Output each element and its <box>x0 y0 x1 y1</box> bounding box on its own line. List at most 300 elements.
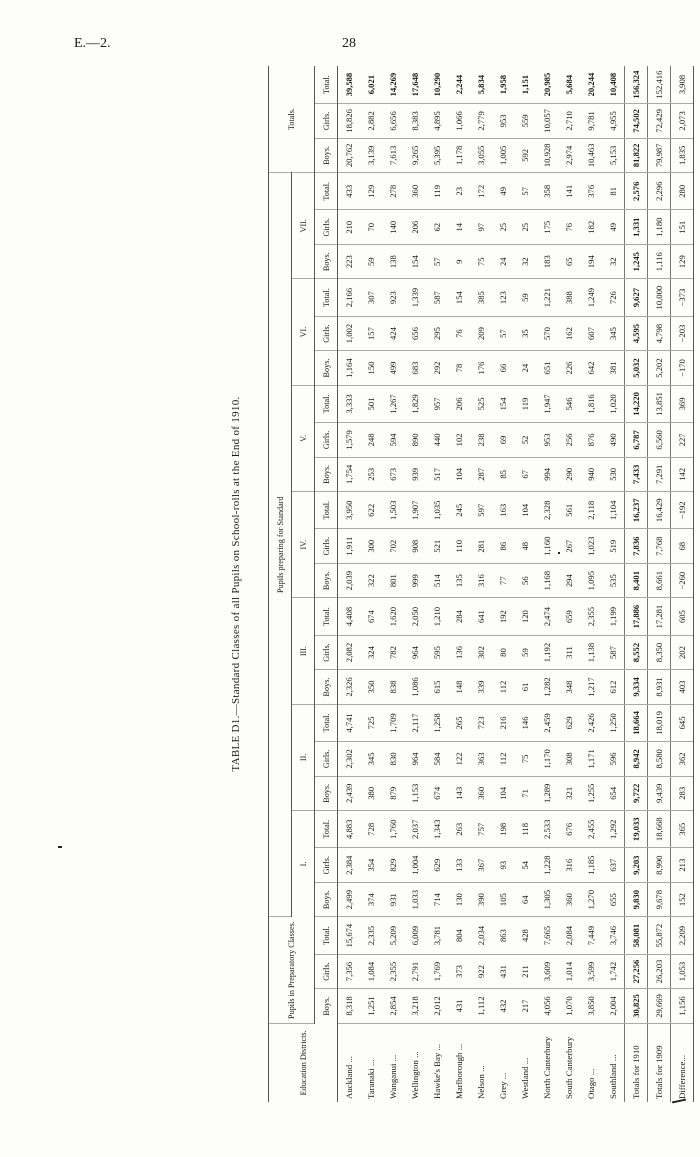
table-cell: 140 <box>382 210 404 244</box>
table-cell: 23 <box>448 173 470 210</box>
district-name: Westland ... <box>520 1057 530 1099</box>
table-cell: −373 <box>671 279 694 316</box>
table-cell: 172 <box>470 173 492 210</box>
table-cell: 6,560 <box>648 423 671 457</box>
table-cell: 385 <box>470 279 492 316</box>
standard-classes-table <box>268 66 694 1102</box>
table-cell: 19,033 <box>625 811 648 848</box>
table-cell: 1,228 <box>536 848 558 882</box>
table-cell: 1,066 <box>448 104 470 138</box>
table-cell: 217 <box>514 989 536 1023</box>
table-cell: 890 <box>404 423 426 457</box>
table-row <box>338 66 361 1102</box>
table-cell: 70 <box>360 210 382 244</box>
table-cell: 5,202 <box>648 351 671 385</box>
table-cell: 683 <box>404 351 426 385</box>
table-cell: 1,251 <box>360 989 382 1023</box>
table-cell: 1,305 <box>536 882 558 916</box>
table-cell: 156,324 <box>625 66 648 104</box>
group-header-standard: V. <box>292 385 315 491</box>
table-cell: 58,081 <box>625 917 648 954</box>
table-cell: 1,503 <box>382 492 404 529</box>
table-cell: 592 <box>514 138 536 172</box>
table-cell: 964 <box>404 742 426 776</box>
table-cell: 1,180 <box>648 210 671 244</box>
table-cell: 76 <box>448 316 470 350</box>
table-cell: 152,416 <box>648 66 671 104</box>
table-cell: 110 <box>448 529 470 563</box>
table-cell: 345 <box>602 316 625 350</box>
table-cell: 1,339 <box>404 279 426 316</box>
totals-label: Difference... <box>671 1023 694 1102</box>
district-name: Wellington ... <box>410 1051 420 1099</box>
table-cell: 923 <box>382 279 404 316</box>
table-cell: 194 <box>580 244 602 278</box>
table-cell: 365 <box>671 811 694 848</box>
sub-header-total: Total. <box>315 811 338 848</box>
table-cell: 360 <box>470 776 492 810</box>
table-cell: 525 <box>470 385 492 422</box>
table-caption: TABLE D1.—Standard Classes of all Pupils on School-rolls at the End of 1910. <box>230 396 242 772</box>
table-cell: 2,328 <box>536 492 558 529</box>
table-cell: 49 <box>602 210 625 244</box>
table-cell: 1,164 <box>338 351 361 385</box>
table-cell: 4,895 <box>426 104 448 138</box>
table-cell: 1,199 <box>602 598 625 635</box>
table-cell: 9,265 <box>404 138 426 172</box>
table-cell: 1,153 <box>404 776 426 810</box>
table-cell: 49 <box>492 173 514 210</box>
table-cell: 119 <box>514 385 536 422</box>
table-cell: 723 <box>470 704 492 741</box>
table-cell: 26,203 <box>648 954 671 988</box>
table-cell: 1,217 <box>580 670 602 704</box>
table-cell: 1,156 <box>671 989 694 1023</box>
table-cell: 150 <box>360 351 382 385</box>
table-cell: 3,609 <box>536 954 558 988</box>
table-cell: 1,020 <box>602 385 625 422</box>
table-cell: 6,009 <box>404 917 426 954</box>
table-cell: 2,426 <box>580 704 602 741</box>
table-cell: 879 <box>382 776 404 810</box>
table-cell: 2,576 <box>625 173 648 210</box>
table-cell: 5,684 <box>558 66 580 104</box>
table-cell: 339 <box>470 670 492 704</box>
table-cell: 4,883 <box>338 811 361 848</box>
table-cell: 714 <box>426 882 448 916</box>
district-column-header: Education Districts. <box>269 1023 338 1102</box>
table-cell: 295 <box>426 316 448 350</box>
table-cell: 151 <box>671 210 694 244</box>
table-cell: 2,533 <box>536 811 558 848</box>
table-cell: 381 <box>602 351 625 385</box>
table-cell: 1,267 <box>382 385 404 422</box>
table-cell: 674 <box>426 776 448 810</box>
table-header <box>269 66 338 1102</box>
table-cell: 1,023 <box>580 529 602 563</box>
table-cell: −170 <box>671 351 694 385</box>
table-cell: 1,178 <box>448 138 470 172</box>
table-cell: 10,000 <box>648 279 671 316</box>
table-cell: 3,850 <box>580 989 602 1023</box>
table-cell: 726 <box>602 279 625 316</box>
table-cell: 7,449 <box>580 917 602 954</box>
table-cell: 561 <box>558 492 580 529</box>
table-cell: 1,014 <box>558 954 580 988</box>
table-cell: 8,990 <box>648 848 671 882</box>
table-cell: 2,882 <box>360 104 382 138</box>
sub-header-boys: Boys. <box>315 244 338 278</box>
table-cell: 530 <box>602 457 625 491</box>
table-row <box>492 66 514 1102</box>
table-cell: 876 <box>580 423 602 457</box>
table-cell: 673 <box>382 457 404 491</box>
table-cell: 10,928 <box>536 138 558 172</box>
table-cell: 1,270 <box>580 882 602 916</box>
table-cell: 440 <box>426 423 448 457</box>
table-cell: 322 <box>360 563 382 597</box>
table-cell: 18,019 <box>648 704 671 741</box>
table-cell: 104 <box>514 492 536 529</box>
district-name: South Canterbury <box>564 1036 574 1099</box>
table-cell: 432 <box>492 989 514 1023</box>
table-cell: 1,911 <box>338 529 361 563</box>
table-cell: 265 <box>448 704 470 741</box>
table-cell: 641 <box>470 598 492 635</box>
table-cell: 490 <box>602 423 625 457</box>
table-cell: 206 <box>448 385 470 422</box>
sub-header-girls: Girls. <box>315 635 338 669</box>
table-cell: 143 <box>448 776 470 810</box>
table-cell: 54 <box>514 848 536 882</box>
table-cell: 238 <box>470 423 492 457</box>
rotated-table-block <box>190 66 690 1102</box>
table-cell: 316 <box>470 563 492 597</box>
district-name: Auckland ... <box>344 1056 354 1099</box>
table-cell: 367 <box>470 848 492 882</box>
table-cell: 1,104 <box>602 492 625 529</box>
table-cell: 388 <box>558 279 580 316</box>
table-cell: 2,012 <box>426 989 448 1023</box>
table-cell: 226 <box>558 351 580 385</box>
table-cell: 1,210 <box>426 598 448 635</box>
table-cell: 10,057 <box>536 104 558 138</box>
table-cell: 59 <box>360 244 382 278</box>
table-cell: 1,754 <box>338 457 361 491</box>
table-cell: 757 <box>470 811 492 848</box>
table-cell: 6,021 <box>360 66 382 104</box>
table-cell: 9,678 <box>648 882 671 916</box>
sub-header-girls: Girls. <box>315 529 338 563</box>
table-cell: 248 <box>360 423 382 457</box>
table-body <box>338 66 694 1102</box>
table-cell: 210 <box>338 210 361 244</box>
sub-header-total: Total. <box>315 917 338 954</box>
table-cell: 133 <box>448 848 470 882</box>
table-cell: 3,908 <box>671 66 694 104</box>
sub-header-total: Total. <box>315 385 338 422</box>
table-cell: 587 <box>602 635 625 669</box>
table-cell: 629 <box>426 848 448 882</box>
table-cell: 1,907 <box>404 492 426 529</box>
table-row <box>382 66 404 1102</box>
table-cell: 202 <box>671 635 694 669</box>
table-cell: 656 <box>404 316 426 350</box>
table-cell: 292 <box>426 351 448 385</box>
table-cell: 953 <box>492 104 514 138</box>
table-cell: 10,290 <box>426 66 448 104</box>
table-cell: 56 <box>514 563 536 597</box>
table-cell: 908 <box>404 529 426 563</box>
table-cell: 148 <box>448 670 470 704</box>
table-cell: −260 <box>671 563 694 597</box>
table-cell: 223 <box>338 244 361 278</box>
table-cell: 59 <box>514 279 536 316</box>
table-cell: 74,502 <box>625 104 648 138</box>
table-cell: 48 <box>514 529 536 563</box>
table-cell: 24 <box>514 351 536 385</box>
table-cell: 1,185 <box>580 848 602 882</box>
table-cell: 14,220 <box>625 385 648 422</box>
table-row <box>470 66 492 1102</box>
table-cell: 2,791 <box>404 954 426 988</box>
district-name: Nelson ... <box>476 1065 486 1099</box>
table-cell: 302 <box>470 635 492 669</box>
table-cell: 629 <box>558 704 580 741</box>
table-cell: 559 <box>514 104 536 138</box>
table-cell: 1,084 <box>360 954 382 988</box>
group-header-standard: II. <box>292 704 315 810</box>
table-cell: 2,439 <box>338 776 361 810</box>
table-cell: 192 <box>492 598 514 635</box>
table-cell: 175 <box>536 210 558 244</box>
table-row <box>360 66 382 1102</box>
sub-header-girls: Girls. <box>315 848 338 882</box>
table-cell: 281 <box>470 529 492 563</box>
table-cell: 256 <box>558 423 580 457</box>
table-cell: 1,053 <box>671 954 694 988</box>
table-cell: 1,035 <box>426 492 448 529</box>
totals-row <box>648 66 671 1102</box>
group-header-standard: IV. <box>292 492 315 598</box>
table-cell: 152 <box>671 882 694 916</box>
table-cell: 59 <box>514 635 536 669</box>
table-cell: 3,599 <box>580 954 602 988</box>
table-cell: 80 <box>492 635 514 669</box>
table-cell: 136 <box>448 635 470 669</box>
table-cell: 32 <box>602 244 625 278</box>
table-cell: 32 <box>514 244 536 278</box>
table-cell: 9,781 <box>580 104 602 138</box>
table-cell: 17,281 <box>648 598 671 635</box>
table-cell: 57 <box>514 173 536 210</box>
table-cell: 428 <box>514 917 536 954</box>
table-cell: 284 <box>448 598 470 635</box>
table-cell: 129 <box>360 173 382 210</box>
table-cell: 376 <box>580 173 602 210</box>
table-cell: 501 <box>360 385 382 422</box>
table-cell: 3,218 <box>404 989 426 1023</box>
group-header-standard: I. <box>292 811 315 917</box>
table-cell: 2,039 <box>338 563 361 597</box>
table-cell: 9,627 <box>625 279 648 316</box>
table-cell: 25 <box>514 210 536 244</box>
table-cell: 68 <box>671 529 694 563</box>
table-cell: 9,203 <box>625 848 648 882</box>
table-cell: 3,055 <box>470 138 492 172</box>
district-name: North Canterbury <box>542 1036 552 1099</box>
table-cell: 363 <box>470 742 492 776</box>
table-cell: 112 <box>492 670 514 704</box>
sub-header-girls: Girls. <box>315 742 338 776</box>
table-cell: 535 <box>602 563 625 597</box>
table-cell: 570 <box>536 316 558 350</box>
table-cell: 154 <box>492 385 514 422</box>
table-row <box>536 66 558 1102</box>
table-cell: 7,433 <box>625 457 648 491</box>
table-cell: 1,002 <box>338 316 361 350</box>
table-cell: 253 <box>360 457 382 491</box>
table-cell: 105 <box>492 882 514 916</box>
table-cell: 308 <box>558 742 580 776</box>
table-cell: 4,595 <box>625 316 648 350</box>
table-cell: 354 <box>360 848 382 882</box>
table-cell: 118 <box>514 811 536 848</box>
table-cell: 2,779 <box>470 104 492 138</box>
district-name: Southland ... <box>608 1054 618 1099</box>
sub-header-total: Total. <box>315 173 338 210</box>
table-cell: 431 <box>448 989 470 1023</box>
table-cell: 79,987 <box>648 138 671 172</box>
table-cell: 431 <box>492 954 514 988</box>
table-cell: 1,255 <box>580 776 602 810</box>
table-cell: 18,664 <box>625 704 648 741</box>
table-cell: 2,118 <box>580 492 602 529</box>
totals-label: Totals for 1910 <box>625 1023 648 1102</box>
table-cell: 2,073 <box>671 104 694 138</box>
table-row <box>580 66 602 1102</box>
table-cell: 119 <box>426 173 448 210</box>
table-cell: 2,355 <box>580 598 602 635</box>
table-row <box>404 66 426 1102</box>
table-cell: 135 <box>448 563 470 597</box>
table-cell: 782 <box>382 635 404 669</box>
table-cell: 130 <box>448 882 470 916</box>
table-cell: 1,192 <box>536 635 558 669</box>
table-cell: 182 <box>580 210 602 244</box>
table-cell: 198 <box>492 811 514 848</box>
table-cell: 311 <box>558 635 580 669</box>
table-cell: 211 <box>514 954 536 988</box>
table-cell: 16,237 <box>625 492 648 529</box>
table-cell: 2,326 <box>338 670 361 704</box>
sub-header-total: Total. <box>315 492 338 529</box>
table-cell: 57 <box>492 316 514 350</box>
table-cell: 358 <box>536 173 558 210</box>
table-cell: 2,209 <box>671 917 694 954</box>
table-cell: 213 <box>671 848 694 882</box>
table-row <box>448 66 470 1102</box>
table-cell: 596 <box>602 742 625 776</box>
table-cell: 373 <box>448 954 470 988</box>
table-cell: 8,401 <box>625 563 648 597</box>
table-cell: 1,579 <box>338 423 361 457</box>
table-cell: 922 <box>470 954 492 988</box>
table-cell: 612 <box>602 670 625 704</box>
table-cell: 85 <box>492 457 514 491</box>
table-cell: 674 <box>360 598 382 635</box>
table-cell: 2,117 <box>404 704 426 741</box>
table-cell: 1,151 <box>514 66 536 104</box>
table-cell: 1,168 <box>536 563 558 597</box>
table-cell: 4,408 <box>338 598 361 635</box>
table-cell: 93 <box>492 848 514 882</box>
table-cell: 1,004 <box>404 848 426 882</box>
page-number: 28 <box>342 36 356 51</box>
table-cell: 227 <box>671 423 694 457</box>
table-cell: 2,459 <box>536 704 558 741</box>
table-cell: 154 <box>448 279 470 316</box>
district-name: Marlborough ... <box>454 1043 464 1099</box>
table-cell: 112 <box>492 742 514 776</box>
table-cell: 1,760 <box>382 811 404 848</box>
table-cell: 75 <box>514 742 536 776</box>
table-cell: 1,829 <box>404 385 426 422</box>
table-cell: 2,355 <box>382 954 404 988</box>
table-cell: 1,112 <box>470 989 492 1023</box>
table-cell: 267 <box>558 529 580 563</box>
table-cell: 8,383 <box>404 104 426 138</box>
table-cell: 3,746 <box>602 917 625 954</box>
table-cell: 939 <box>404 457 426 491</box>
table-cell: 645 <box>671 704 694 741</box>
ink-mark <box>558 552 560 554</box>
table-cell: 725 <box>360 704 382 741</box>
table-cell: 307 <box>360 279 382 316</box>
sub-header-total: Total. <box>315 66 338 104</box>
table-cell: 2,296 <box>648 173 671 210</box>
table-cell: 104 <box>492 776 514 810</box>
table-cell: 69 <box>492 423 514 457</box>
table-cell: 702 <box>382 529 404 563</box>
table-cell: 17,648 <box>404 66 426 104</box>
table-cell: 4,741 <box>338 704 361 741</box>
table-cell: 55,872 <box>648 917 671 954</box>
table-cell: 350 <box>360 670 382 704</box>
table-cell: 13,851 <box>648 385 671 422</box>
table-cell: 176 <box>470 351 492 385</box>
sub-header-boys: Boys. <box>315 457 338 491</box>
table-cell: 999 <box>404 563 426 597</box>
totals-row <box>625 66 648 1102</box>
sub-header-total: Total. <box>315 279 338 316</box>
table-cell: 9,334 <box>625 670 648 704</box>
table-cell: 300 <box>360 529 382 563</box>
table-cell: 345 <box>360 742 382 776</box>
table-cell: 931 <box>382 882 404 916</box>
table-cell: 1,033 <box>404 882 426 916</box>
table-cell: 8,350 <box>648 635 671 669</box>
table-cell: 20,762 <box>338 138 361 172</box>
table-cell: 1,249 <box>580 279 602 316</box>
table-cell: 1,095 <box>580 563 602 597</box>
table-cell: 294 <box>558 563 580 597</box>
table-cell: 324 <box>360 635 382 669</box>
table-cell: 829 <box>382 848 404 882</box>
table-cell: 953 <box>536 423 558 457</box>
table-cell: 517 <box>426 457 448 491</box>
table-cell: 5,395 <box>426 138 448 172</box>
